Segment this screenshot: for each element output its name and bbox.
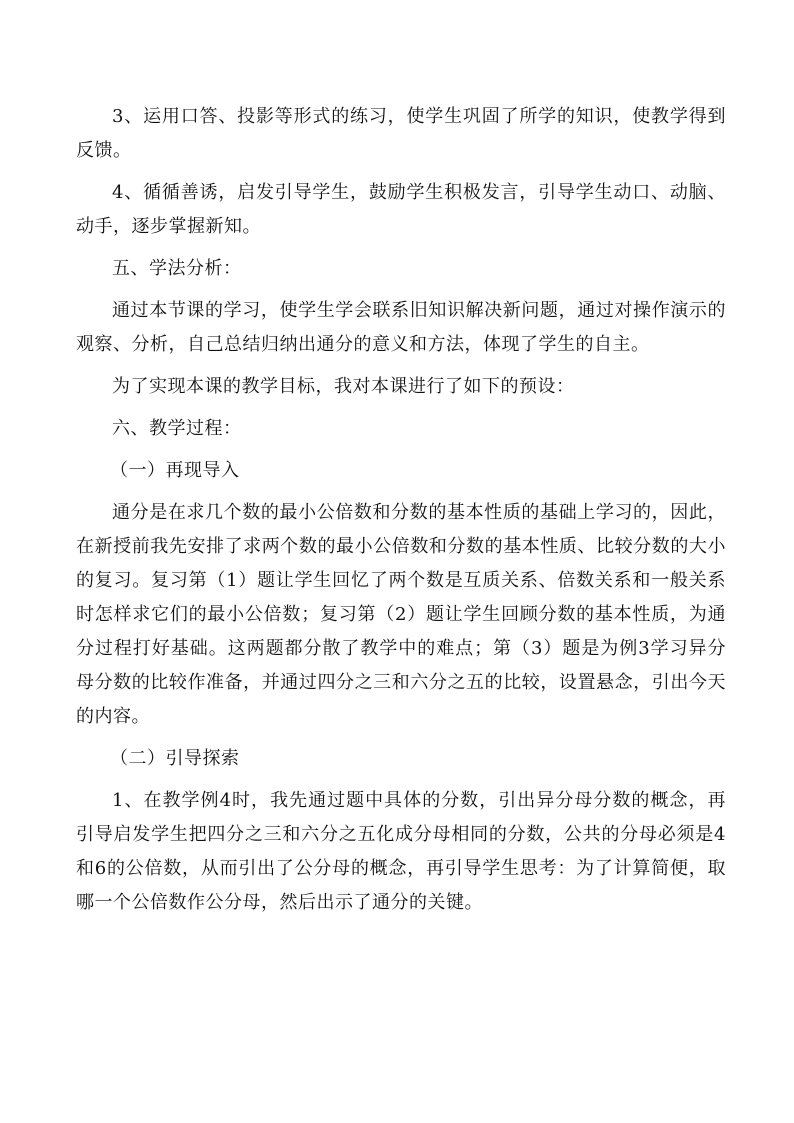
document-page [76, 100, 726, 928]
section-heading-6: 六、教学过程： [112, 418, 242, 439]
subsection-heading-1: （一）再现导入 [110, 460, 240, 481]
paragraph-learning-method: 通过本节课的学习，使学生学会联系旧知识解决新问题，通过对操作演示的观察、分析，自己总结归纳出通分的意义和方法，体现了学生的自主。 [76, 300, 726, 355]
paragraph-point-3: 3、运用口答、投影等形式的练习，使学生巩固了所学的知识，使教学得到反馈。 [76, 106, 726, 161]
paragraph-preset: 为了实现本课的教学目标，我对本课进行了如下的预设： [112, 376, 575, 397]
section-heading-5: 五、学法分析： [112, 258, 242, 279]
paragraph-review-intro: 通分是在求几个数的最小公倍数和分数的基本性质的基础上学习的，因此，在新授前我先安排了求两个数的最小公倍数和分数的基本性质、比较分数的大小的复习。复习第（1）题让学生回忆了两个数是互质关系、倍数关系和一般关系时怎样求它们的最小公倍数；复习第（2）题让学生回顾分数的基本性质，为通分过程打好基础。这两题都分散了教学中的难点；第（3）题是为例3学习异分母分数的比较作准备，并通过四分之三和六分之五的比较，设置悬念，引出今天的内容。 [76, 502, 726, 727]
paragraph-example-4: 1、在教学例4时，我先通过题中具体的分数，引出异分母分数的概念，再引导启发学生把四分之三和六分之五化成分母相同的分数，公共的分母必须是4和6的公倍数，从而引出了公分母的概念，再引导学生思考：为了计算简便，取哪一个公倍数作公分母，然后出示了通分的关键。 [76, 790, 726, 913]
paragraph-point-4: 4、循循善诱，启发引导学生，鼓励学生积极发言，引导学生动口、动脑、动手，逐步掌握新知。 [76, 182, 726, 237]
subsection-heading-2: （二）引导探索 [110, 748, 240, 769]
